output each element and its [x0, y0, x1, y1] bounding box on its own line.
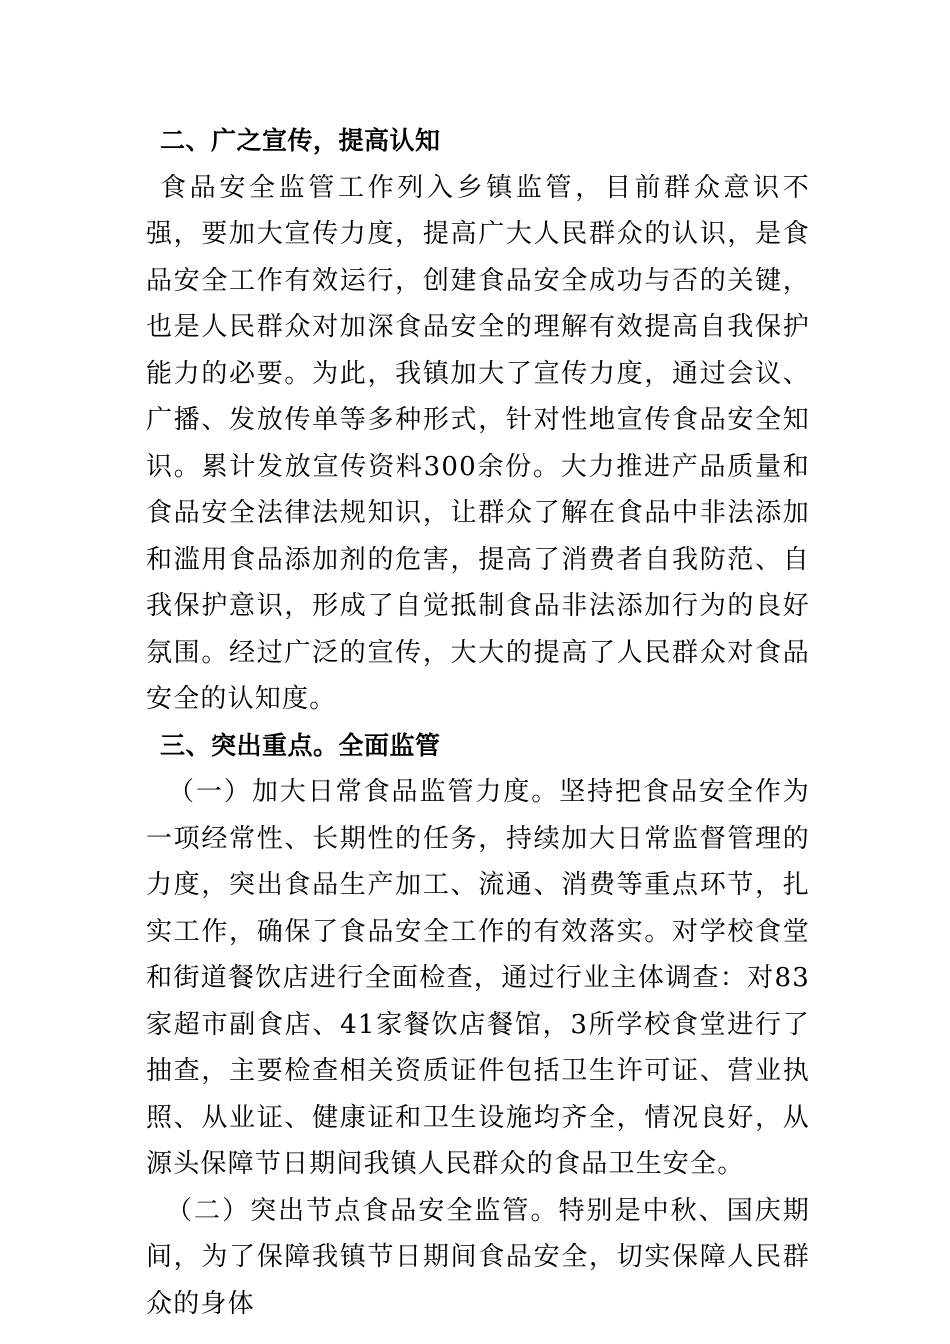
paragraph-holiday-supervision: （二）突出节点食品安全监管。特别是中秋、国庆期间，为了保障我镇节日期间食品安全，切实保障人民群众的身体: [146, 1195, 810, 1319]
document-body: [146, 118, 810, 1327]
paragraph-publicity: 食品安全监管工作列入乡镇监管，目前群众意识不强，要加大宣传力度，提高广大人民群众的认识，是食品安全工作有效运行，创建食品安全成功与否的关键，也是人民群众对加深食品安全的理解有效提高自我保护能力的必要。为此，我镇加大了宣传力度，通过会议、广播、发放传单等多种形式，针对性地宣传食品安全知识。累计发放宣传资料300余份。大力推进产品质量和食品安全法律法规知识，让群众了解在食品中非法添加和滥用食品添加剂的危害，提高了消费者自我防范、自我保护意识，形成了自觉抵制食品非法添加行为的良好氛围。经过广泛的宣传，大大的提高了人民群众对食品安全的认知度。: [146, 172, 810, 714]
section-heading-supervision: 三、突出重点。全面监管: [160, 730, 441, 760]
section-heading-publicity: 二、广之宣传，提高认知: [160, 126, 441, 155]
paragraph-daily-supervision: （一）加大日常食品监管力度。坚持把食品安全作为一项经常性、长期性的任务，持续加大日常监督管理的力度，突出食品生产加工、流通、消费等重点环节，扎实工作，确保了食品安全工作的有效落实。对学校食堂和街道餐饮店进行全面检查，通过行业主体调查：对83家超市副食店、41家餐饮店餐馆，3所学校食堂进行了抽查，主要检查相关资质证件包括卫生许可证、营业执照、从业证、健康证和卫生设施均齐全，情况良好，从源头保障节日期间我镇人民群众的食品卫生安全。: [146, 777, 810, 1179]
